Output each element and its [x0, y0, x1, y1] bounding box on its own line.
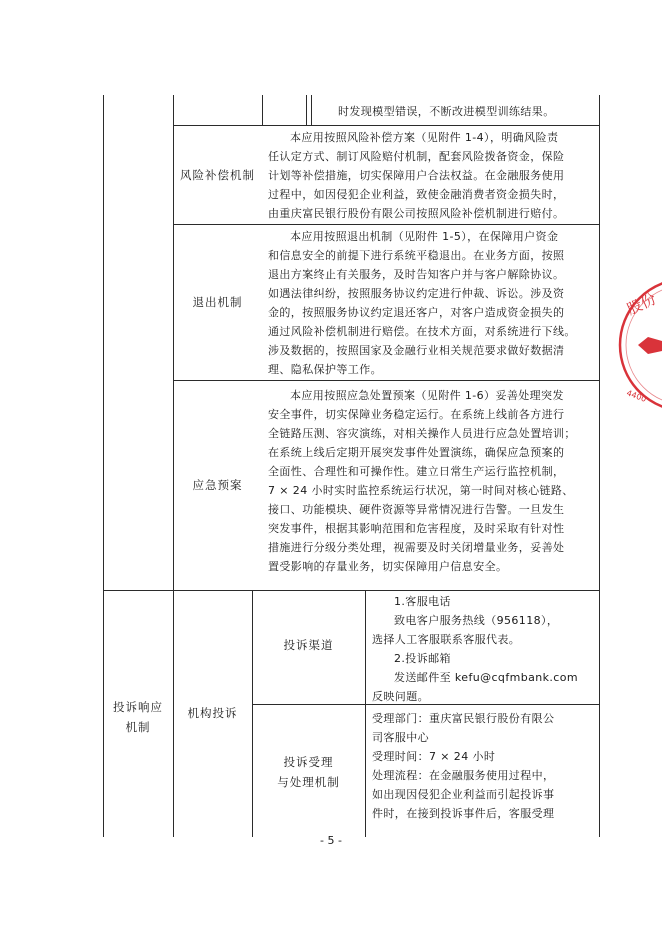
table-divider-col1	[173, 95, 174, 837]
svg-text:4400: 4400	[625, 388, 648, 404]
complaint-response-label: 投诉响应 机制	[113, 700, 163, 734]
table-divider-col2-top	[262, 95, 263, 125]
exit-mechanism-label: 退出机制	[192, 295, 243, 309]
table-divider-col3-bottom	[365, 590, 366, 837]
complaint-handling-text: 受理部门：重庆富民银行股份有限公 司客服中心 受理时间：7 × 24 小时 处理流程：在金融服务使用过程中， 如出现因侵犯企业利益而引起投诉事 件时，在接到投诉事件后，客服受理	[372, 712, 555, 820]
exit-mechanism-text: 本应用按照退出机制（见附件 1-5），在保障用户资金 和信息安全的前提下进行系统平稳退出。在业务方面，按照 退出方案终止有关服务，及时告知客户并与客户解除协议。 如遇法律纠纷，按照服务协议约定进行仲裁、诉讼。涉及资 金的，按照服务协议约定退还客户，对客户造成资金损失的 通过风险补偿机制进行赔偿。在技术方面，对系统进行下线。 涉及数据的，按照国家及金融行业相关规范要求做好数据清 理、隐私保护等工作。	[268, 230, 576, 376]
table-divider-col3-top-b	[311, 95, 312, 125]
table-border-right	[599, 95, 600, 837]
complaint-channels-label: 投诉渠道	[283, 638, 334, 652]
risk-compensation-text: 本应用按照风险补偿方案（见附件 1-4），明确风险责 任认定方式、制订风险赔付机制，配套风险拨备资金，保险 计划等补偿措施，切实保障用户合法权益。在金融服务使用 过程中，如因侵犯企业利益，致使金融消费者资金损失时， 由重庆富民银行股份有限公司按照风险补偿机制进行赔付。	[268, 131, 565, 220]
table-divider-col2-bottom	[252, 590, 253, 837]
seal-star-icon	[638, 337, 662, 354]
institution-complaint-label: 机构投诉	[187, 706, 238, 720]
table-row-line-2	[173, 224, 599, 225]
page-number: - 5 -	[320, 834, 342, 847]
company-seal-stamp	[608, 270, 662, 420]
risk-compensation-label: 风险补偿机制	[180, 168, 255, 182]
table-row-line-1	[173, 125, 599, 126]
table-row-line-3	[173, 380, 599, 381]
continuation-text: 时发现模型错误，不断改进模型训练结果。	[338, 105, 555, 118]
complaint-channels-text: 1.客服电话 致电客户服务热线（956118）， 选择人工客服联系客服代表。 2.投诉邮箱 发送邮件至 kefu@cqfmbank.com 反映问题。	[372, 595, 578, 703]
table-divider-col3-top-a	[306, 95, 307, 125]
svg-text:股份: 股份	[624, 289, 659, 319]
emergency-plan-text: 本应用按照应急处置预案（见附件 1-6）妥善处理突发 安全事件，切实保障业务稳定运行。在系统上线前各方进行 全链路压测、容灾演练，对相关操作人员进行应急处置培训； 在系统上线后定期开展突发事件处置演练，确保应急预案的 全面性、合理性和可操作性。建立日常生产运行监控机制， 7 × 24 小时实时监控系统运行状况，第一时间对核心链路、 接口、功能模块、硬件资源等异常情况进行告警。一旦发生 突发事件，根据其影响范围和危害程度，及时采取有针对性 措施进行分级分类处理，视需要及时关闭增量业务，妥善处 置受影响的存量业务，切实保障用户信息安全。	[268, 389, 576, 573]
emergency-plan-label: 应急预案	[192, 478, 243, 492]
table-row-line-4	[103, 590, 599, 591]
complaint-handling-label: 投诉受理 与处理机制	[277, 755, 340, 789]
